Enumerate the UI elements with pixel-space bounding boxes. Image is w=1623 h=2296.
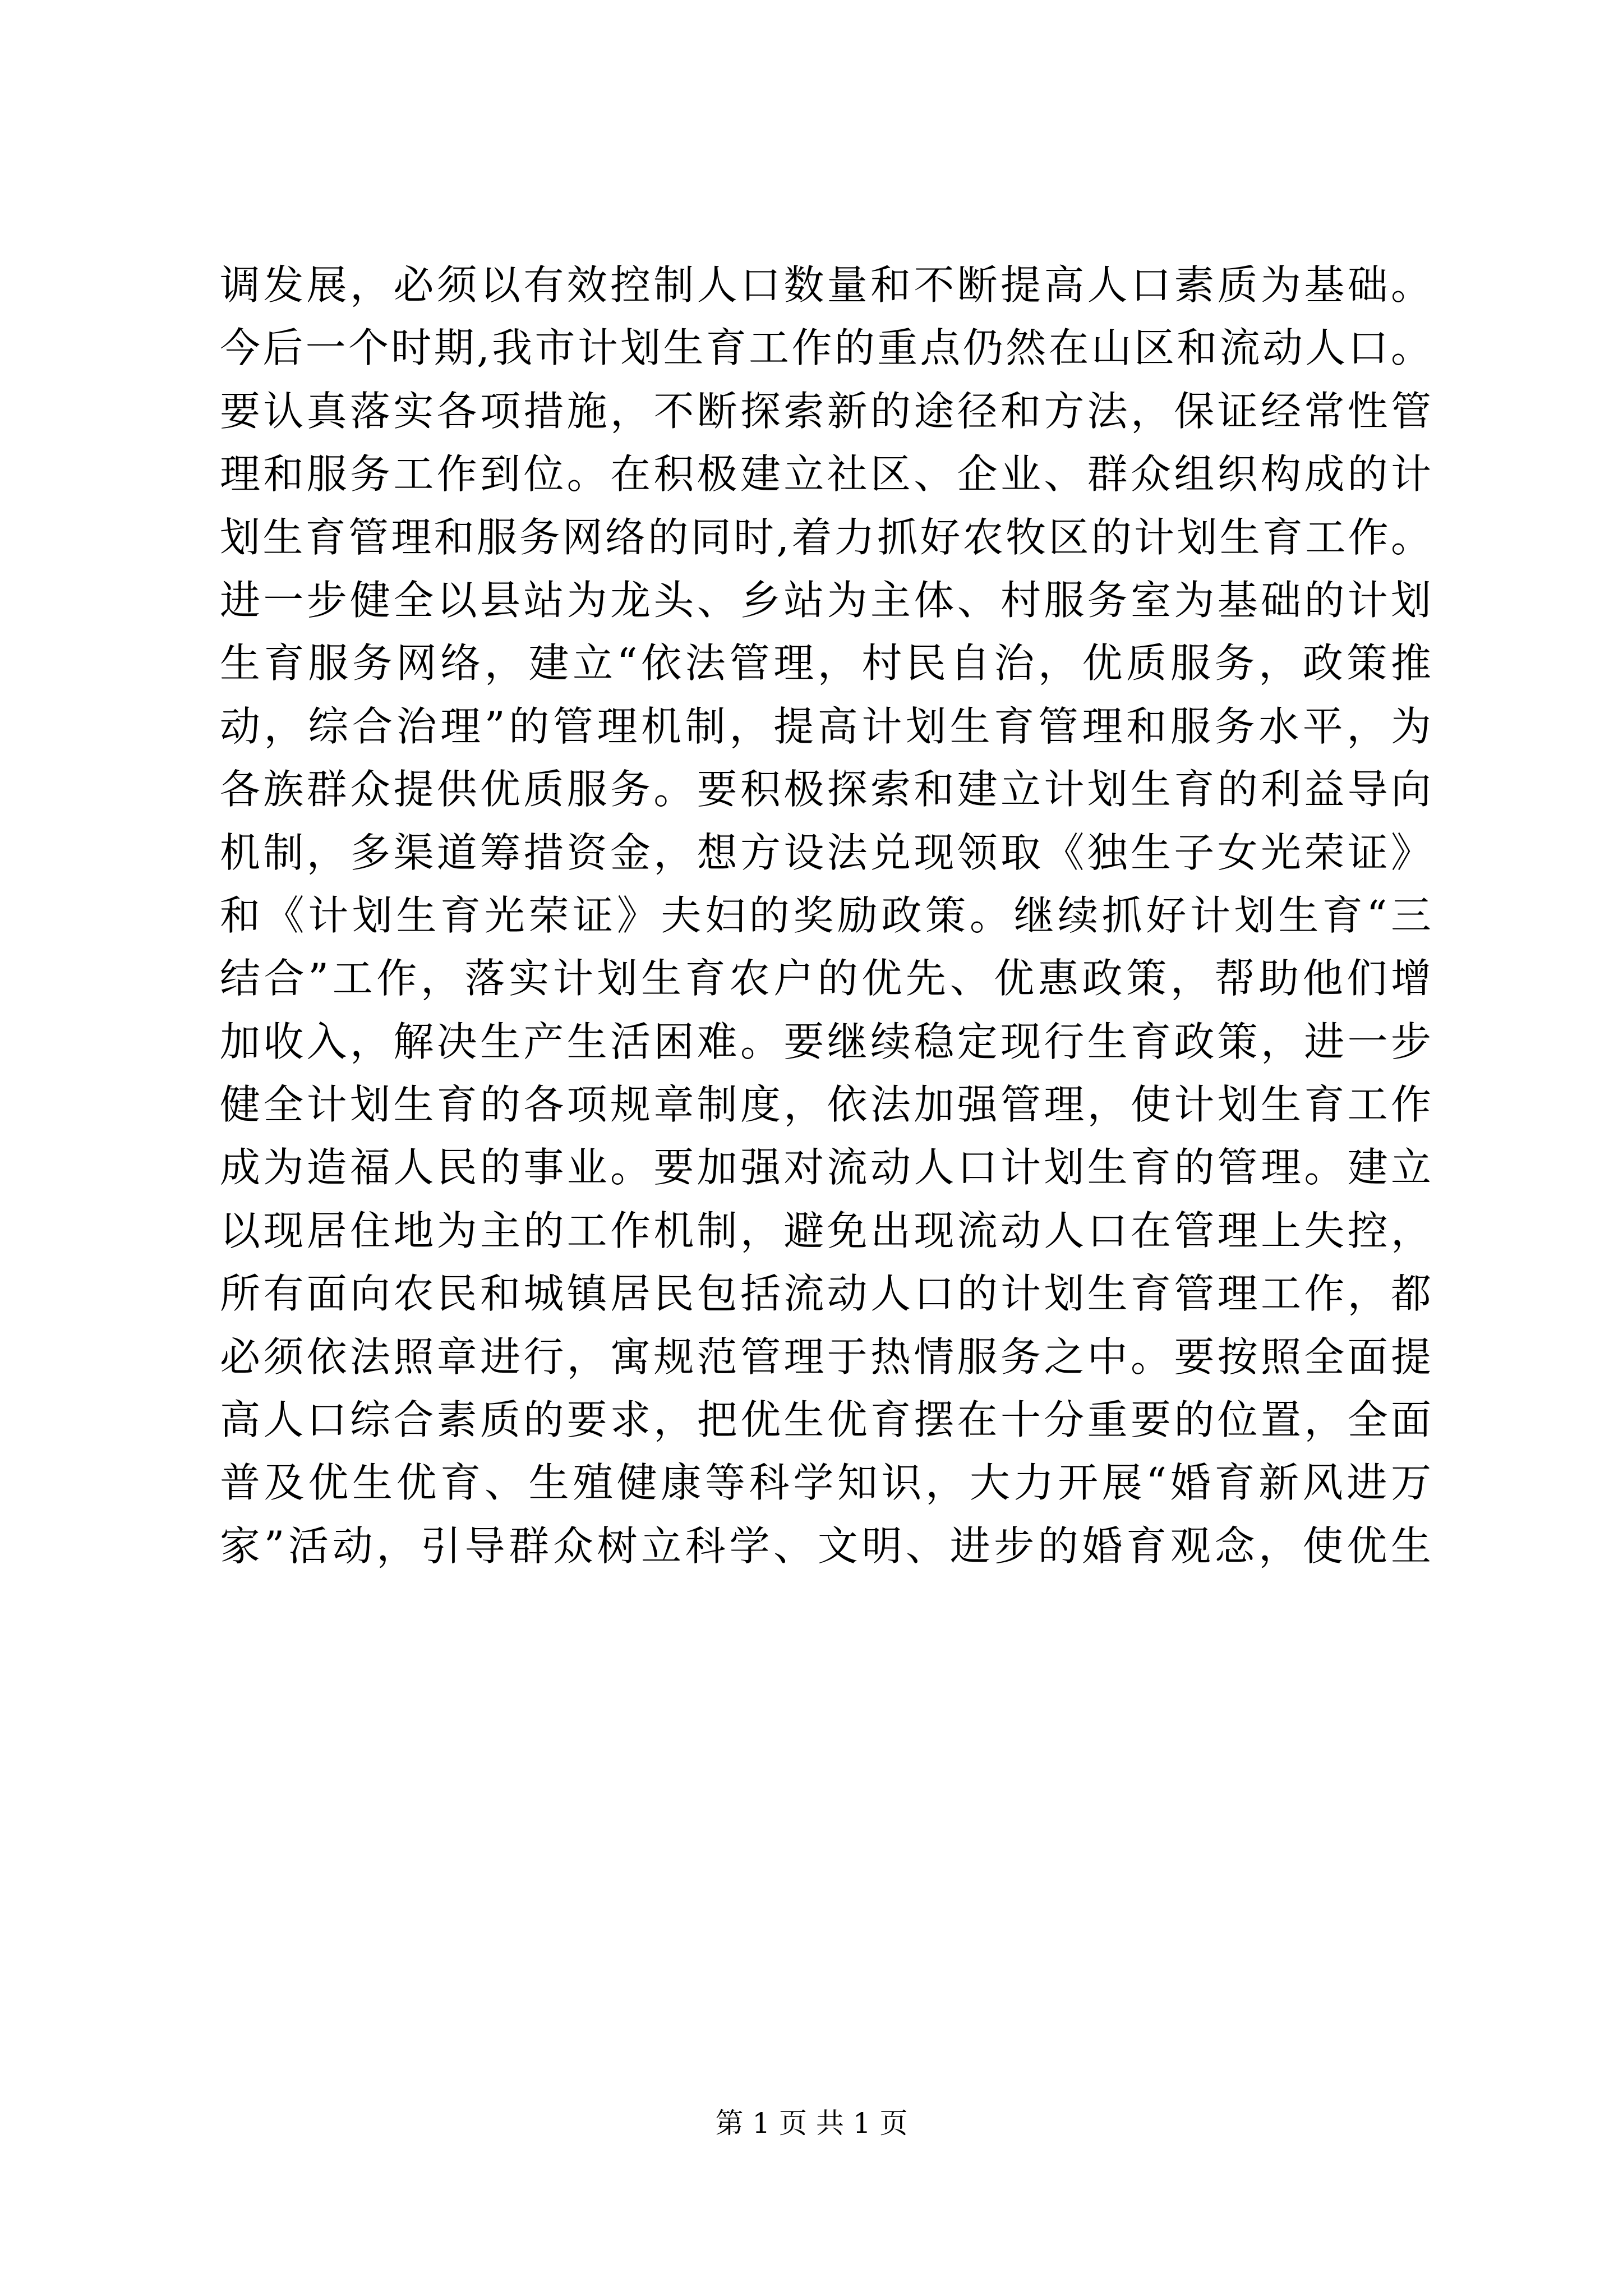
page-footer: 第 1 页 共 1 页	[715, 2107, 908, 2139]
text-line: 结合”工作，落实计划生育农户的优先、优惠政策，帮助他们增	[220, 955, 1431, 1002]
text-line: 健全计划生育的各项规章制度，依法加强管理，使计划生育工作	[220, 1081, 1431, 1129]
text-line: 成为造福人民的事业。要加强对流动人口计划生育的管理。建立	[220, 1144, 1431, 1191]
text-line: 机制，多渠道筹措资金，想方设法兑现领取《独生子女光荣证》	[220, 829, 1431, 876]
text-line: 所有面向农民和城镇居民包括流动人口的计划生育管理工作，都	[220, 1270, 1431, 1318]
text-line: 生育服务网络，建立“依法管理，村民自治，优质服务，政策推	[220, 639, 1431, 687]
text-line: 加收入，解决生产生活困难。要继续稳定现行生育政策，进一步	[220, 1018, 1431, 1065]
text-line: 要认真落实各项措施，不断探索新的途径和方法，保证经常性管	[220, 387, 1431, 435]
text-line: 动，综合治理”的管理机制，提高计划生育管理和服务水平，为	[220, 702, 1431, 750]
text-line: 以现居住地为主的工作机制，避免出现流动人口在管理上失控，	[220, 1207, 1431, 1254]
text-line: 必须依法照章进行，寓规范管理于热情服务之中。要按照全面提	[220, 1333, 1431, 1381]
text-line: 和《计划生育光荣证》夫妇的奖励政策。继续抓好计划生育“三	[220, 891, 1431, 939]
text-line: 家”活动，引导群众树立科学、文明、进步的婚育观念，使优生	[220, 1522, 1431, 1570]
text-line: 普及优生优育、生殖健康等科学知识，大力开展“婚育新风进万	[220, 1459, 1431, 1507]
body-text	[220, 254, 1431, 1577]
text-line: 调发展，必须以有效控制人口数量和不断提高人口素质为基础。	[220, 261, 1431, 309]
text-line: 高人口综合素质的要求，把优生优育摆在十分重要的位置，全面	[220, 1396, 1431, 1444]
text-line: 各族群众提供优质服务。要积极探索和建立计划生育的利益导向	[220, 766, 1431, 813]
text-line: 理和服务工作到位。在积极建立社区、企业、群众组织构成的计	[220, 450, 1431, 498]
text-line: 进一步健全以县站为龙头、乡站为主体、村服务室为基础的计划	[220, 576, 1431, 624]
text-line: 今后一个时期,我市计划生育工作的重点仍然在山区和流动人口。	[220, 324, 1431, 372]
text-line: 划生育管理和服务网络的同时,着力抓好农牧区的计划生育工作。	[220, 513, 1431, 561]
